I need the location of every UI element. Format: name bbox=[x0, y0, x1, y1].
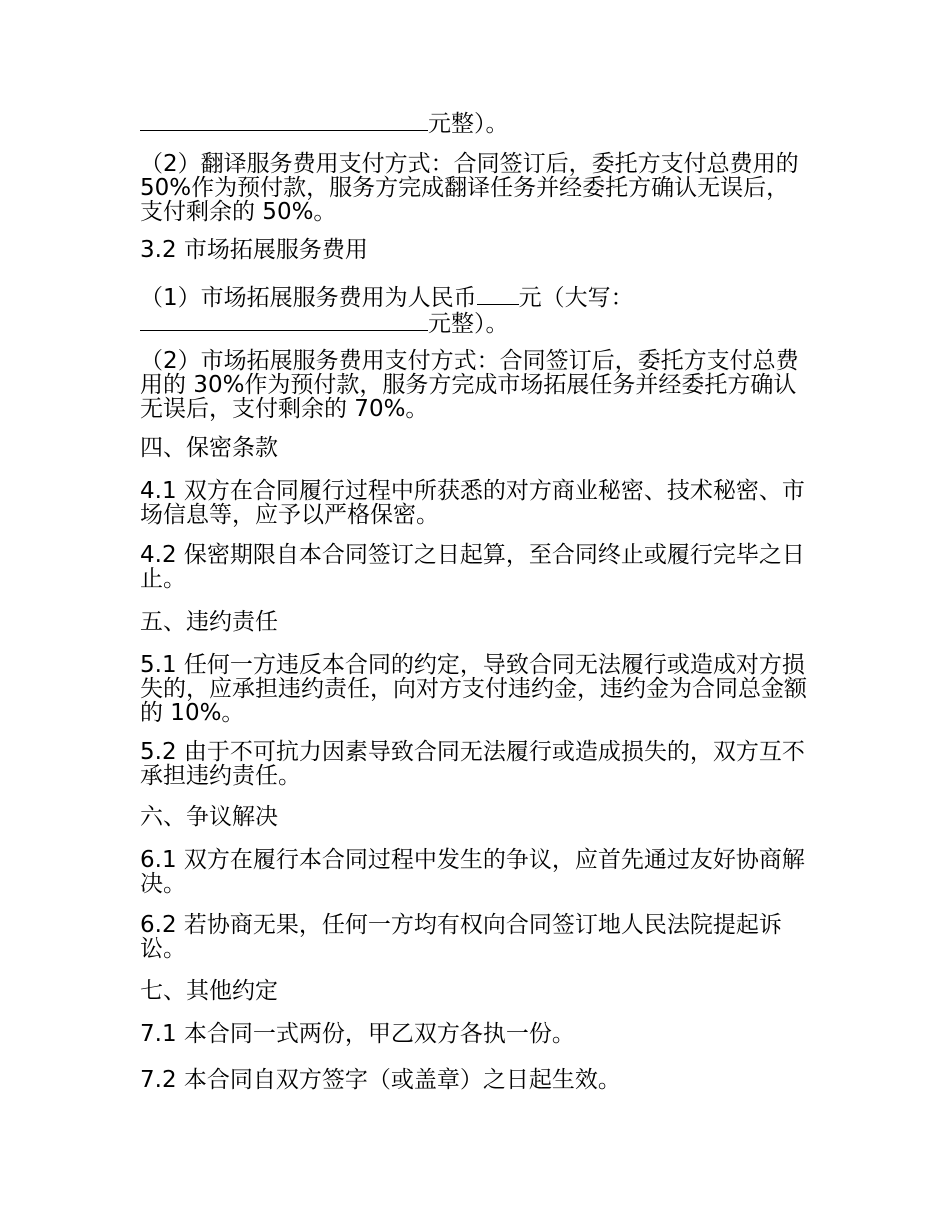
confidentiality-clause-4-1: 4.1 双方在合同履行过程中所获悉的对方商业秘密、技术秘密、市场信息等，应予以严格保密。 bbox=[140, 478, 805, 528]
confidentiality-clause-4-2: 4.2 保密期限自本合同签订之日起算，至合同终止或履行完毕之日止。 bbox=[140, 542, 805, 592]
market-fee-amount-clause bbox=[140, 284, 812, 336]
other-clause-7-1: 7.1 本合同一式两份，甲乙双方各执一份。 bbox=[140, 1021, 575, 1047]
amount-line-continued bbox=[140, 110, 812, 136]
market-fee-amount-suffix: 元整）。 bbox=[428, 311, 509, 337]
market-fee-words-blank bbox=[140, 310, 428, 331]
other-clause-7-2: 7.2 本合同自双方签字（或盖章）之日起生效。 bbox=[140, 1067, 621, 1093]
section-6-heading: 六、争议解决 bbox=[140, 804, 278, 830]
translation-payment-clause: （2）翻译服务费用支付方式：合同签订后，委托方支付总费用的 50%作为预付款，服务方完成翻译任务并经委托方确认无误后，支付剩余的 50%。 bbox=[140, 151, 799, 225]
dispute-clause-6-2: 6.2 若协商无果，任何一方均有权向合同签订地人民法院提起诉讼。 bbox=[140, 912, 782, 962]
market-payment-clause: （2）市场拓展服务费用支付方式：合同签订后，委托方支付总费用的 30%作为预付款，服务方完成市场拓展任务并经委托方确认无误后，支付剩余的 70%。 bbox=[140, 348, 799, 422]
market-fee-amount-middle: 元（大写： bbox=[518, 285, 634, 311]
market-fee-amount-blank bbox=[477, 284, 519, 305]
section-5-heading: 五、违约责任 bbox=[140, 609, 278, 635]
amount-line-tail: 元整）。 bbox=[428, 111, 509, 137]
liability-clause-5-1: 5.1 任何一方违反本合同的约定，导致合同无法履行或造成对方损失的，应承担违约责任，向对方支付违约金，违约金为合同总金额的 10%。 bbox=[140, 652, 807, 726]
dispute-clause-6-1: 6.1 双方在履行本合同过程中发生的争议，应首先通过友好协商解决。 bbox=[140, 847, 805, 897]
section-7-heading: 七、其他约定 bbox=[140, 978, 278, 1004]
section-4-heading: 四、保密条款 bbox=[140, 435, 278, 461]
market-fee-amount-prefix: （1）市场拓展服务费用为人民币 bbox=[140, 285, 477, 311]
amount-words-blank bbox=[140, 110, 428, 131]
liability-clause-5-2: 5.2 由于不可抗力因素导致合同无法履行或造成损失的，双方互不承担违约责任。 bbox=[140, 739, 805, 789]
section-3-2-heading: 3.2 市场拓展服务费用 bbox=[140, 237, 368, 263]
